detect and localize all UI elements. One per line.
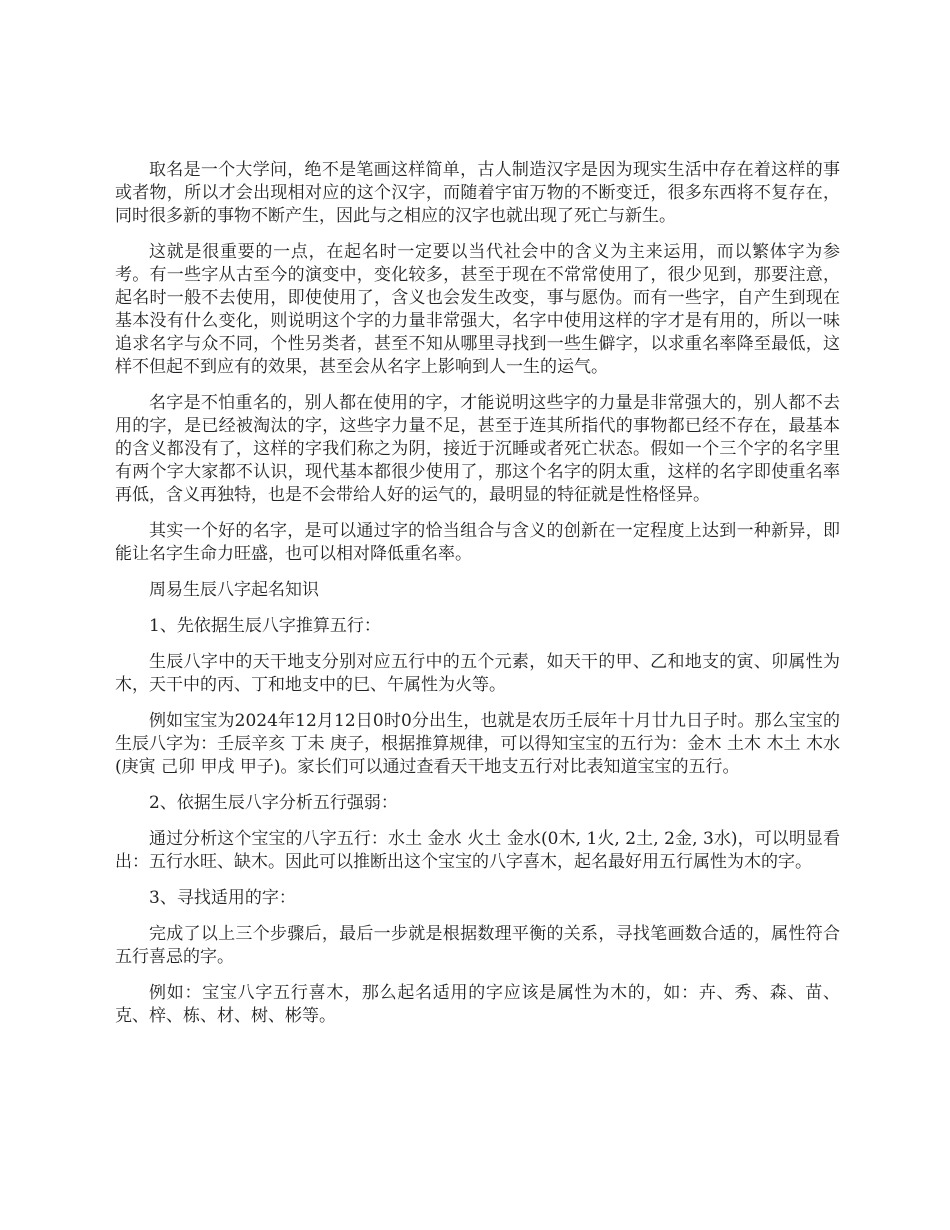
paragraph-1: 取名是一个大学问，绝不是笔画这样简单，古人制造汉字是因为现实生活中存在着这样的事或者物，所以才会出现相对应的这个汉字，而随着宇宙万物的不断变迁，很多东西将不复存在，同时很多新的事物不断产生，因此与之相应的汉字也就出现了死亡与新生。 <box>115 160 840 226</box>
paragraph-9: 例如：宝宝八字五行喜木，那么起名适用的字应该是属性为木的，如：卉、秀、森、苗、克、梓、栋、材、树、彬等。 <box>115 983 840 1026</box>
section-heading: 周易生辰八字起名知识 <box>149 580 319 600</box>
document-body <box>115 159 840 1041</box>
paragraph-4: 其实一个好的名字，是可以通过字的恰当组合与含义的创新在一定程度上达到一种新异，即能让名字生命力旺盛，也可以相对降低重名率。 <box>115 521 840 564</box>
step-3-heading: 3、寻找适用的字： <box>149 888 296 908</box>
paragraph-7: 通过分析这个宝宝的八字五行：水土 金水 火土 金水(0木, 1火, 2土, 2金, 3水)，可以明显看出：五行水旺、缺木。因此可以推断出这个宝宝的八字喜木，起名最好用五行属性为木的字。 <box>115 829 840 872</box>
paragraph-5: 生辰八字中的天干地支分别对应五行中的五个元素，如天干的甲、乙和地支的寅、卯属性为木，天干中的丙、丁和地支中的巳、午属性为火等。 <box>115 652 840 695</box>
step-2-heading: 2、依据生辰八字分析五行强弱： <box>149 793 398 813</box>
paragraph-3: 名字是不怕重名的，别人都在使用的字，才能说明这些字的力量是非常强大的，别人都不去用的字，是已经被淘汰的字，这些字力量不足，甚至于连其所指代的事物都已经不存在，最基本的含义都没有了，这样的字我们称之为阴，接近于沉睡或者死亡状态。假如一个三个字的名字里有两个字大家都不认识，现代基本都很少使用了，那这个名字的阴太重，这样的名字即使重名率再低，含义再独特，也是不会带给人好的运气的，最明显的特征就是性格怪异。 <box>115 393 840 505</box>
paragraph-2: 这就是很重要的一点，在起名时一定要以当代社会中的含义为主来运用，而以繁体字为参考。有一些字从古至今的演变中，变化较多，甚至于现在不常常使用了，很少见到，那要注意，起名时一般不去使用，即使使用了，含义也会发生改变，事与愿伪。而有一些字，自产生到现在基本没有什么变化，则说明这个字的力量非常强大，名字中使用这样的字才是有用的，所以一味追求名字与众不同，个性另类者，甚至不知从哪里寻找到一些生僻字，以求重名率降至最低，这样不但起不到应有的效果，甚至会从名字上影响到人一生的运气。 <box>115 242 840 377</box>
paragraph-6: 例如宝宝为2024年12月12日0时0分出生，也就是农历壬辰年十月廿九日子时。那么宝宝的生辰八字为：壬辰辛亥 丁未 庚子，根据推算规律，可以得知宝宝的五行为：金木 土木 木土 木水(庚寅 己卯 甲戌 甲子)。家长们可以通过查看天干地支五行对比表知道宝宝的五行。 <box>115 711 840 777</box>
step-1-heading: 1、先依据生辰八字推算五行： <box>149 616 381 636</box>
paragraph-8: 完成了以上三个步骤后，最后一步就是根据数理平衡的关系，寻找笔画数合适的，属性符合五行喜忌的字。 <box>115 924 840 967</box>
